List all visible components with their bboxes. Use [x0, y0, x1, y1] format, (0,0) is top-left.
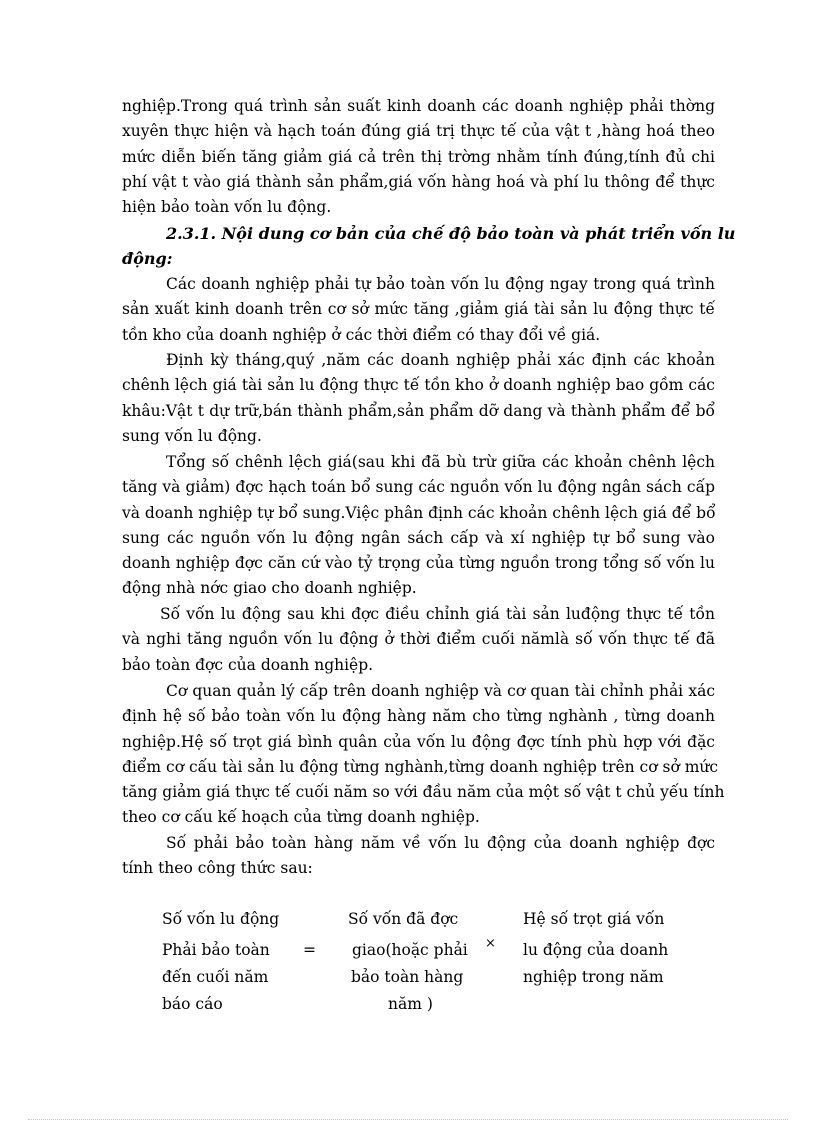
text-line: doanh nghiệp đợc căn cứ vào tỷ trọng của từng nguồn trong tổng số vốn lu — [122, 554, 715, 573]
formula-middle-term — [348, 906, 468, 1018]
formula-right-line: Hệ số trọt giá vốn — [523, 910, 665, 928]
text-line: tính theo công thức sau: — [122, 859, 313, 878]
text-line: điểm cơ cấu tài sản lu động từng nghành,từng doanh nghiệp trên cơ sở mức — [122, 757, 719, 776]
formula-right-line: lu động của doanh — [523, 941, 669, 959]
formula-left-line: đến cuối năm — [162, 968, 269, 986]
multiply-sign: × — [485, 936, 496, 951]
formula-middle-line: bảo toàn hàng — [351, 968, 464, 986]
formula-left-line: Phải bảo toàn — [162, 941, 270, 959]
text-line: sản xuất kinh doanh trên cơ sở mức tăng ,giảm giá tài sản lu động thực tế — [122, 300, 715, 319]
text-line: nghiệp.Trong quá trình sản suất kinh doanh các doanh nghiệp phải thờng — [122, 97, 715, 115]
text-line: động nhà nớc giao cho doanh nghiệp. — [122, 579, 417, 598]
text-line: Các doanh nghiệp phải tự bảo toàn vốn lu động ngay trong quá trình — [166, 275, 715, 293]
formula-left-line: Số vốn lu động — [162, 910, 280, 928]
text-line: tăng giảm giá thực tế cuối năm so với đầu năm của một số vật t chủ yếu tính — [122, 783, 725, 802]
formula-right-term — [523, 906, 668, 991]
formula-left-line: báo cáo — [162, 995, 223, 1013]
paragraph — [122, 602, 715, 678]
text-line: hiện bảo toàn vốn lu động. — [122, 198, 332, 217]
heading-line: 2.3.1. Nội dung cơ bản của chế độ bảo toàn và phát triển vốn lu — [166, 224, 736, 243]
paragraph — [122, 831, 715, 882]
text-line: và nghi tăng nguồn vốn lu động ở thời điểm cuối nămlà số vốn thực tế đã — [122, 630, 715, 649]
text-line: mức diễn biến tăng giảm giá cả trên thị trờng nhằm tính đúng,tính đủ chi — [122, 147, 715, 166]
formula-middle-line: Số vốn đã đợc — [348, 910, 459, 928]
paragraph — [122, 272, 715, 348]
equals-sign: = — [303, 941, 316, 959]
formula-middle-line: năm ) — [388, 995, 433, 1013]
text-line: Số vốn lu động sau khi đợc điều chỉnh giá tài sản luđộng thực tế tồn — [160, 605, 715, 623]
text-line: sung các nguồn vốn lu động ngân sách cấp và xí nghiệp tự bổ sung vào — [122, 528, 715, 547]
paragraph — [122, 679, 725, 831]
text-line: theo cơ cấu kế hoạch của từng doanh nghiệp. — [122, 808, 480, 827]
text-line: bảo toàn đợc của doanh nghiệp. — [122, 655, 374, 674]
text-line: khâu:Vật t dự trữ,bán thành phẩm,sản phẩm dỡ dang và thành phẩm để bổ — [122, 401, 715, 420]
paragraph — [122, 348, 715, 449]
text-line: nghiệp.Hệ số trọt giá bình quân của vốn lu động đợc tính phù hợp với đặc — [122, 732, 715, 751]
page-bottom-divider — [28, 1119, 788, 1120]
paragraph — [122, 450, 715, 602]
section-heading — [122, 221, 736, 272]
text-line: tăng và giảm) đợc hạch toán bổ sung các nguồn vốn lu động ngân sách cấp — [122, 478, 715, 497]
formula-right-line: nghiệp trong năm — [523, 968, 664, 986]
text-line: Cơ quan quản lý cấp trên doanh nghiệp và cơ quan tài chỉnh phải xác — [166, 682, 715, 700]
text-line: và doanh nghiệp tự bổ sung.Việc phân định các khoản chênh lệch giá để bổ — [122, 503, 716, 522]
text-line: tồn kho của doanh nghiệp ở các thời điểm có thay đổi về giá. — [122, 325, 601, 344]
paragraph-continuation — [122, 94, 715, 220]
formula-left-term — [162, 906, 279, 1018]
text-line: định hệ số bảo toàn vốn lu động hàng năm cho từng nghành , từng doanh — [122, 707, 715, 726]
text-line: phí vật t vào giá thành sản phẩm,giá vốn hàng hoá và phí lu thông để thực — [122, 172, 715, 191]
text-line: sung vốn lu động. — [122, 426, 262, 445]
text-line: xuyên thực hiện và hạch toán đúng giá trị thực tế của vật t ,hàng hoá theo — [122, 122, 715, 141]
formula-middle-line: giao(hoặc phải — [352, 941, 468, 959]
formula-block — [0, 906, 816, 1026]
text-line: Định kỳ tháng,quý ,năm các doanh nghiệp phải xác định các khoản — [166, 351, 715, 369]
text-line: Tổng số chênh lệch giá(sau khi đã bù trừ giữa các khoản chênh lệch — [166, 453, 715, 471]
text-line: Số phải bảo toàn hàng năm về vốn lu động của doanh nghiệp đợc — [166, 834, 715, 852]
text-line: chênh lệch giá tài sản lu động thực tế tồn kho ở doanh nghiệp bao gồm các — [122, 376, 715, 395]
heading-line: động: — [122, 249, 173, 269]
